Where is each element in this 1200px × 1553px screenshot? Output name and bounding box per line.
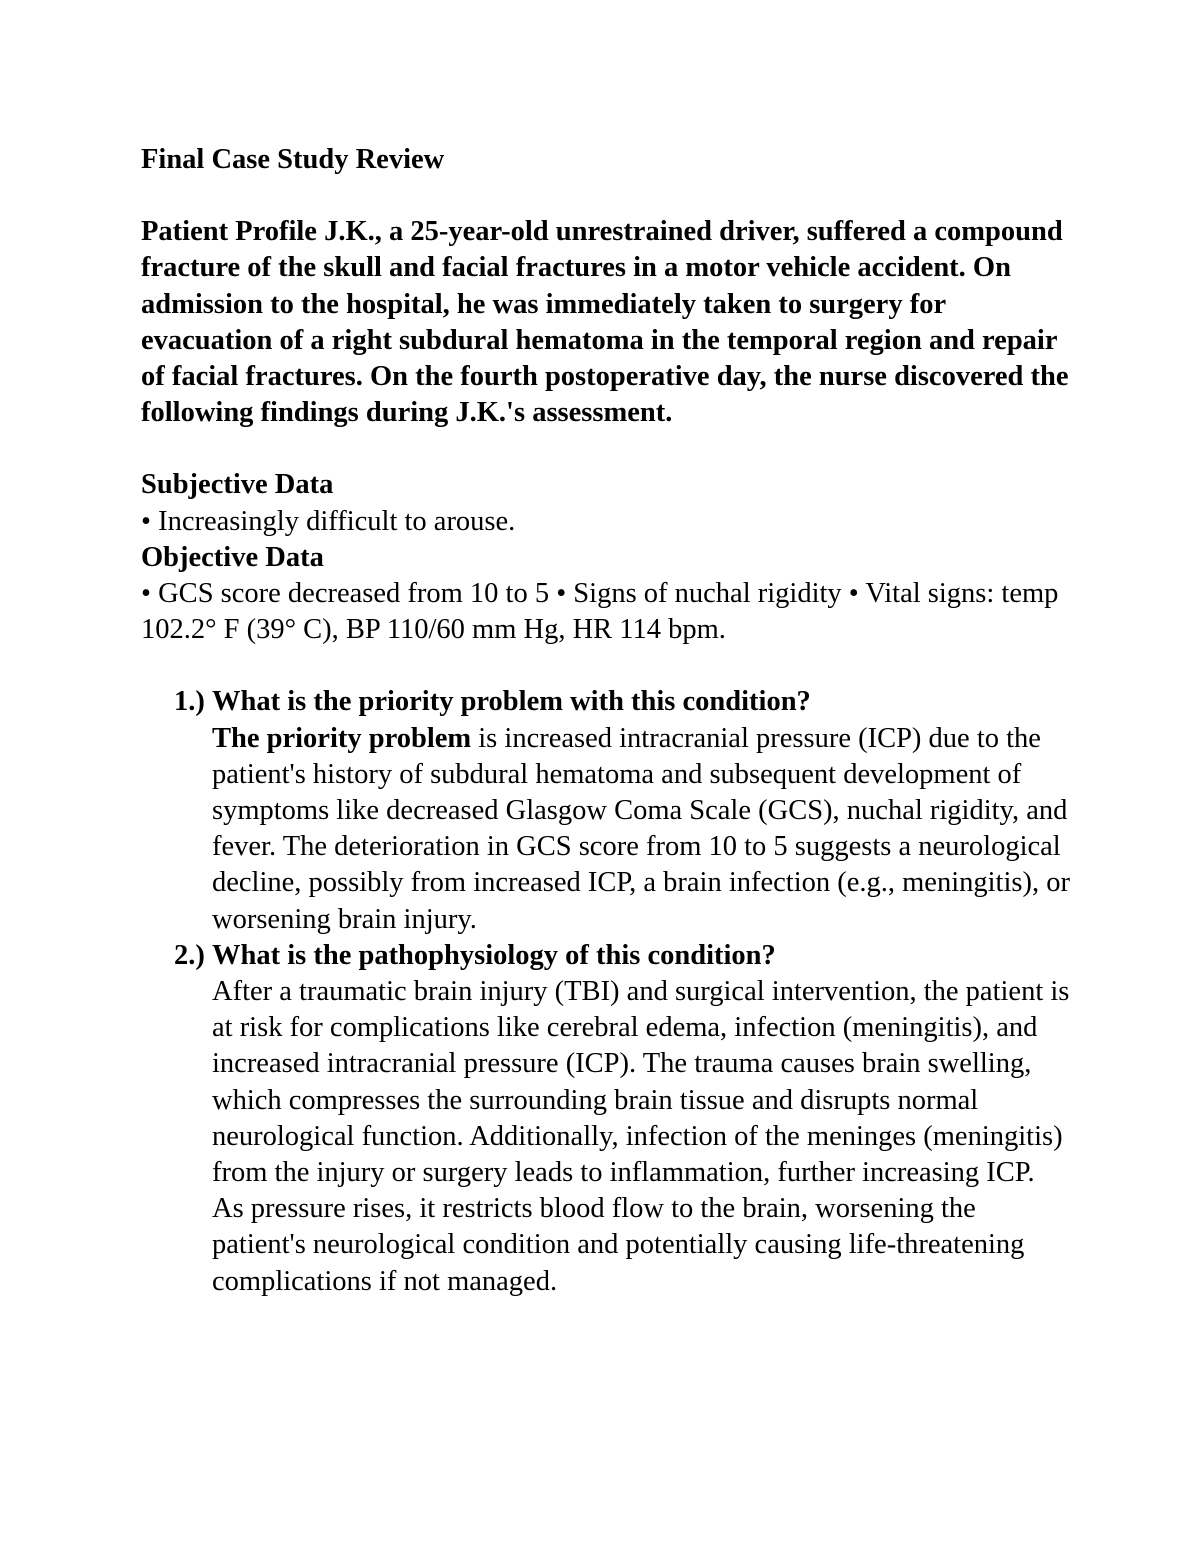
- answer-text: After a traumatic brain injury (TBI) and surgical intervention, the patient is at risk for complications like cerebral edema, infection (meningitis), and increased intracranial pressure (ICP). The trauma causes brain swelling, which compresses the surrounding brain tissue and disrupts normal neurological function. Additionally, infection of the meninges (meningitis) from the injury or surgery leads to inflammation, further increasing ICP. As pressure rises, it restricts blood flow to the brain, worsening the patient's neurological condition and potentially causing life-threatening complications if not managed.: [212, 976, 1070, 1297]
- document-body: [141, 142, 1071, 1300]
- patient-profile: Patient Profile J.K., a 25-year-old unrestrained driver, suffered a compound fracture of the skull and facial fractures in a motor vehicle accident. On admission to the hospital, he was immediately taken to surgery for evacuation of a right subdural hematoma in the temporal region and repair of facial fractures. On the fourth postoperative day, the nurse discovered the following findings during J.K.'s assessment.: [141, 216, 1069, 429]
- subjective-data-text: • Increasingly difficult to arouse.: [141, 505, 516, 537]
- answer-text: [212, 721, 1071, 938]
- question-number: 1.): [174, 686, 205, 718]
- question-text: What is the priority problem with this condition?: [212, 686, 811, 718]
- document-title: Final Case Study Review: [141, 144, 445, 175]
- question-text: What is the pathophysiology of this condition?: [212, 939, 776, 971]
- answer-body: is increased intracranial pressure (ICP) due to the patient's history of subdural hematoma and subsequent development of symptoms like decreased Glasgow Coma Scale (GCS), nuchal rigidity, and fever. The deterioration in GCS score from 10 to 5 suggests a neurological decline, possibly from increased ICP, a brain infection (e.g., meningitis), or worsening brain injury.: [212, 722, 1070, 935]
- question-item-2: [141, 938, 1071, 1300]
- question-number: 2.): [174, 939, 205, 971]
- objective-data-text: • GCS score decreased from 10 to 5 • Signs of nuchal rigidity • Vital signs: temp 102.2° F (39° C), BP 110/60 mm Hg, HR 114 bpm.: [141, 578, 1059, 646]
- question-item-1: [141, 684, 1071, 937]
- subjective-data-heading: Subjective Data: [141, 469, 334, 501]
- objective-data-heading: Objective Data: [141, 541, 324, 573]
- answer-lead: The priority problem: [212, 722, 472, 754]
- question-list: [141, 684, 1071, 1299]
